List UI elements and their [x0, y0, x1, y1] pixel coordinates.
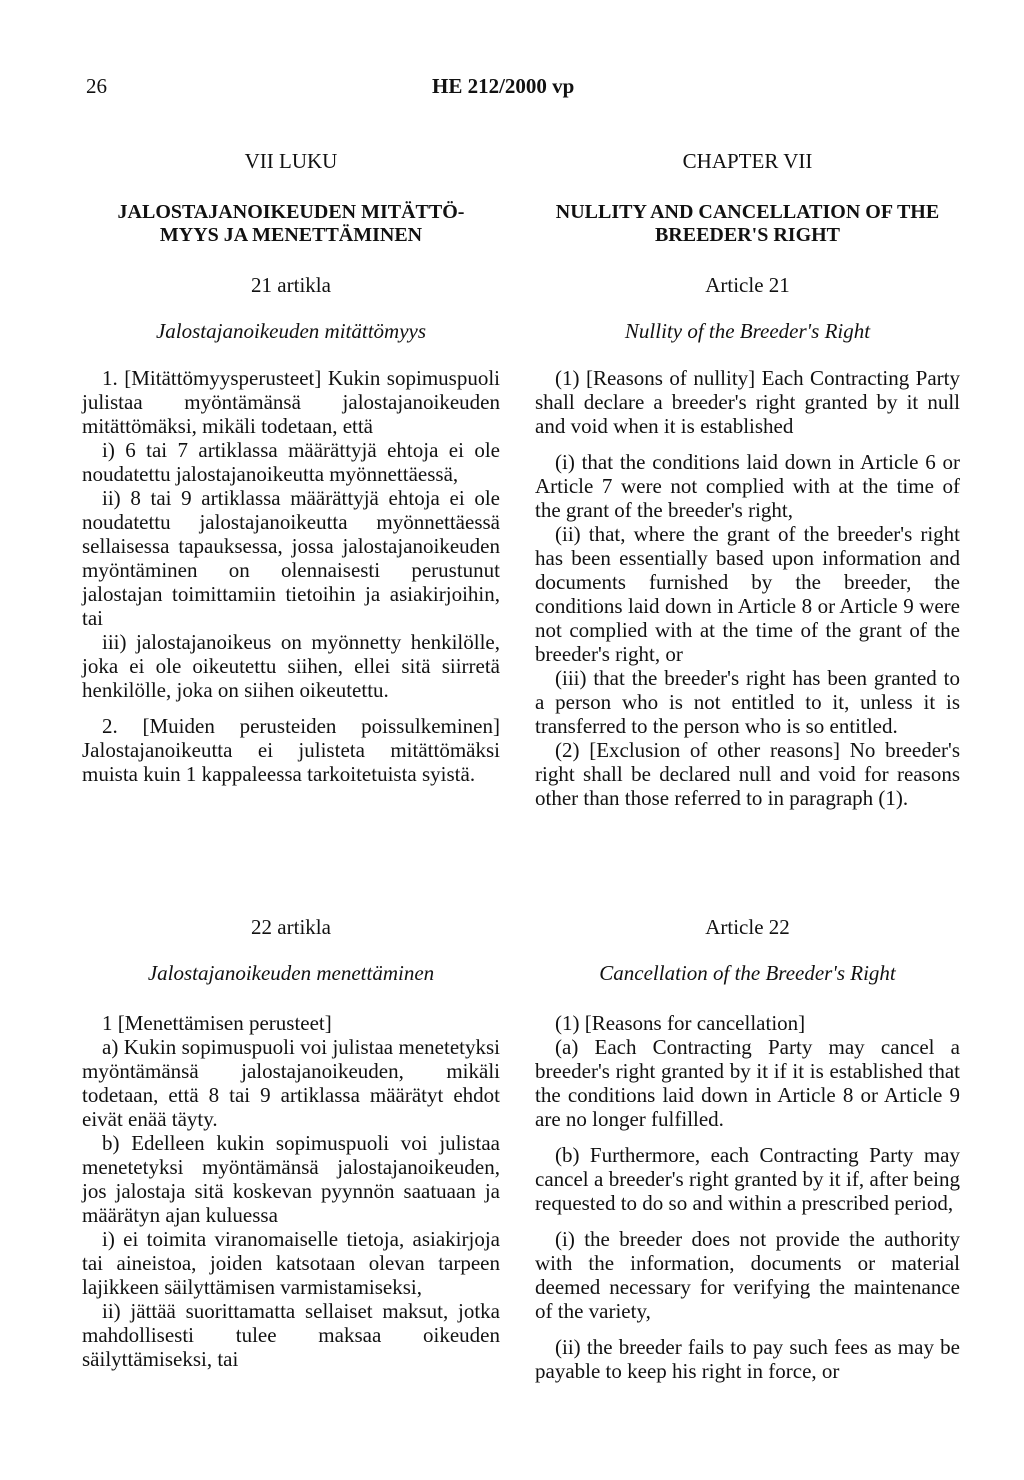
paragraph: (i) that the conditions laid down in Article 6 or Article 7 were not complied with at the time of the grant of the breeder's right,: [535, 450, 960, 522]
paragraph: (i) the breeder does not provide the authority with the information, documents or material deemed necessary for verifying the maintenance of the variety,: [535, 1227, 960, 1323]
paragraph: 1 [Menettämisen perusteet]: [102, 1011, 332, 1035]
paragraph: ii) jättää suorittamatta sellaiset maksut, jotka mahdollisesti tulee maksaa oikeuden säilyttämiseksi, tai: [82, 1299, 500, 1371]
article-22-number-fi: 22 artikla: [251, 915, 331, 939]
article-22-body-en: [535, 1011, 960, 1383]
article-21-number-en: Article 21: [705, 273, 790, 297]
paragraph: ii) 8 tai 9 artiklassa määrättyjä ehtoja ei ole noudatettu jalostajanoikeutta myönnettäessä sellaisessa tapauksessa, jossa jalostajanoikeuden myöntäminen on olennaisesti perustunut jalostajan toimittamiin tietoihin ja asiakirjoihin, tai: [82, 486, 500, 630]
paragraph: i) ei toimita viranomaiselle tietoja, asiakirjoja tai aineistoa, joiden katsotaan olevan tarpeen lajikkeen säilyttämisen varmistamiseksi,: [82, 1227, 500, 1299]
chapter-heading-en: CHAPTER VII: [682, 149, 813, 173]
paragraph: (1) [Reasons of nullity] Each Contracting Party shall declare a breeder's right granted by it null and void when it is established: [535, 366, 960, 438]
article-22-title-en: Cancellation of the Breeder's Right: [599, 961, 896, 985]
article-21-body-en: [535, 366, 960, 810]
article-22-number-en: Article 22: [705, 915, 790, 939]
paragraph: b) Edelleen kukin sopimuspuoli voi julistaa menetetyksi myöntämänsä jalostajanoikeuden, jos jalostaja sitä koskevan pyynnön saatuaan ja määrätyn ajan kuluessa: [82, 1131, 500, 1227]
article-22-title-fi: Jalostajanoikeuden menettäminen: [147, 961, 435, 985]
paragraph: (ii) the breeder fails to pay such fees as may be payable to keep his right in force, or: [535, 1335, 960, 1383]
paragraph: i) 6 tai 7 artiklassa määrättyjä ehtoja ei ole noudatettu jalostajanoikeutta myönnettäessä,: [82, 438, 500, 486]
chapter-heading-fi: VII LUKU: [244, 149, 338, 173]
article-21-body-fi: [82, 366, 500, 786]
page-number: 26: [86, 74, 107, 98]
article-21-title-en: Nullity of the Breeder's Right: [624, 319, 871, 343]
paragraph: iii) jalostajanoikeus on myönnetty henkilölle, joka ei ole oikeutettu siihen, ellei sitä siirretä henkilölle, joka on siihen oikeutettu.: [82, 630, 500, 702]
article-21-title-fi: Jalostajanoikeuden mitättömyys: [155, 319, 427, 343]
paragraph: 1. [Mitättömyysperusteet] Kukin sopimuspuoli julistaa myöntämänsä jalostajanoikeuden mitättömäksi, mikäli todetaan, että: [82, 366, 500, 438]
paragraph: a) Kukin sopimuspuoli voi julistaa menetetyksi myöntämänsä jalostajanoikeuden, mikäli todetaan, että 8 tai 9 artiklassa määrätyt ehdot eivät enää täyty.: [82, 1035, 500, 1131]
article-22-body-fi: [82, 1011, 500, 1371]
paragraph: (2) [Exclusion of other reasons] No breeder's right shall be declared null and void for reasons other than those referred to in paragraph (1).: [535, 738, 960, 810]
paragraph: (1) [Reasons for cancellation]: [555, 1011, 806, 1035]
paragraph: (b) Furthermore, each Contracting Party may cancel a breeder's right granted by it if, after being requested to do so and within a prescribed period,: [535, 1143, 960, 1215]
chapter-title-en: NULLITY AND CANCELLATION OF THE BREEDER'S RIGHT: [555, 201, 940, 246]
article-21-number-fi: 21 artikla: [251, 273, 331, 297]
paragraph: 2. [Muiden perusteiden poissulkeminen] Jalostajanoikeutta ei julisteta mitättömäksi muista kuin 1 kappaleessa tarkoitetuista syistä.: [82, 714, 500, 786]
paragraph: (ii) that, where the grant of the breeder's right has been essentially based upon information and documents furnished by the breeder, the conditions laid down in Article 8 or Article 9 were not complied with at the time of the grant of the breeder's right, or: [535, 522, 960, 666]
paragraph: (a) Each Contracting Party may cancel a breeder's right granted by it if it is established that the conditions laid down in Article 8 or Article 9 are no longer fulfilled.: [535, 1035, 960, 1131]
paragraph: (iii) that the breeder's right has been granted to a person who is not entitled to it, unless it is transferred to the person who is so entitled.: [535, 666, 960, 738]
document-reference: HE 212/2000 vp: [432, 74, 575, 98]
chapter-title-fi: JALOSTAJANOIKEUDEN MITÄTTÖ-MYYS JA MENETTÄMINEN: [117, 201, 465, 246]
